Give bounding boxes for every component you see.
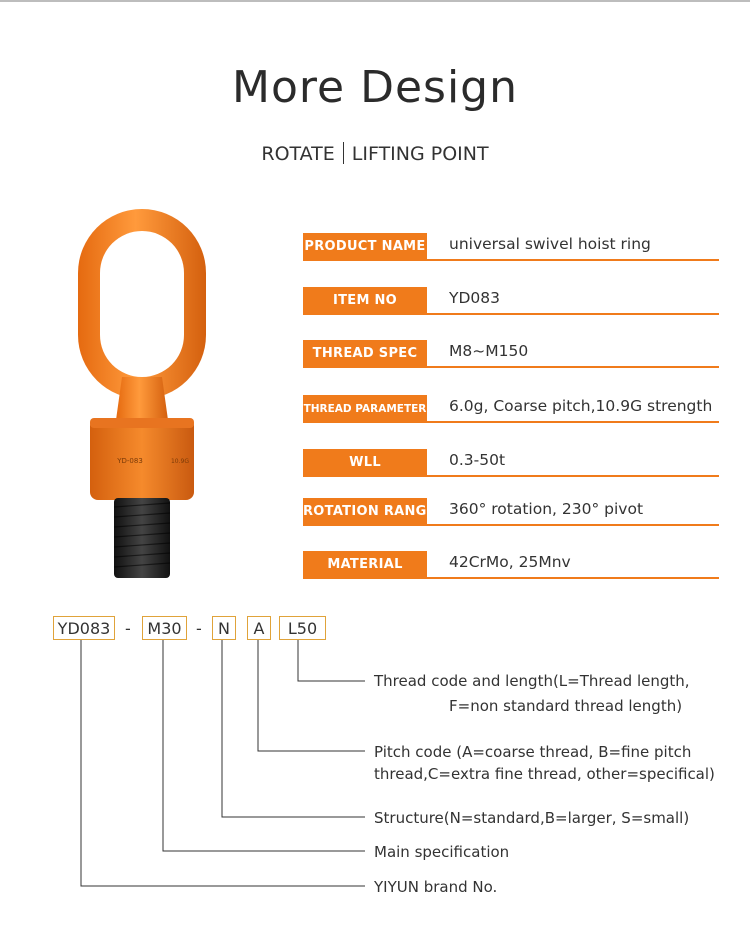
body-marking-2: 10.9G bbox=[170, 458, 190, 465]
spec-value: 0.3-50t bbox=[449, 451, 506, 469]
spec-label: THREAD SPEC bbox=[303, 340, 427, 368]
code-part-spec: M30 bbox=[142, 616, 187, 640]
code-part-structure: N bbox=[212, 616, 236, 640]
desc-brand: YIYUN brand No. bbox=[374, 878, 498, 896]
desc-pitch-code-1: Pitch code (A=coarse thread, B=fine pitch bbox=[374, 743, 692, 761]
body-marking-1: YD-083 bbox=[117, 457, 143, 465]
code-part-thread: L50 bbox=[279, 616, 326, 640]
spec-label: MATERIAL bbox=[303, 551, 427, 579]
code-part-brand: YD083 bbox=[53, 616, 115, 640]
code-separator: - bbox=[125, 619, 131, 638]
spec-value: M8~M150 bbox=[449, 342, 529, 360]
spec-label: ITEM NO bbox=[303, 287, 427, 315]
spec-value: universal swivel hoist ring bbox=[449, 235, 651, 253]
subtitle-lifting-point: LIFTING POINT bbox=[351, 143, 489, 165]
spec-label: PRODUCT NAME bbox=[303, 233, 427, 261]
subtitle-rotate: ROTATE bbox=[261, 143, 335, 165]
spec-label: ROTATION RANGE bbox=[303, 498, 427, 526]
spec-label: THREAD PARAMETER bbox=[303, 395, 427, 423]
spec-label: WLL bbox=[303, 449, 427, 477]
desc-main-spec: Main specification bbox=[374, 843, 510, 861]
desc-structure: Structure(N=standard,B=larger, S=small) bbox=[374, 809, 690, 827]
code-part-pitch: A bbox=[247, 616, 271, 640]
spec-value: 360° rotation, 230° pivot bbox=[449, 500, 644, 518]
desc-thread-code-1: Thread code and length(L=Thread length, bbox=[374, 672, 690, 690]
spec-value: YD083 bbox=[449, 289, 500, 307]
code-separator: - bbox=[196, 619, 202, 638]
desc-thread-code-2: F=non standard thread length) bbox=[449, 697, 683, 715]
desc-pitch-code-2: thread,C=extra fine thread, other=specifical) bbox=[374, 765, 715, 783]
page-title: More Design bbox=[232, 62, 518, 113]
spec-value: 42CrMo, 25Mnv bbox=[449, 553, 571, 571]
spec-value: 6.0g, Coarse pitch,10.9G strength bbox=[449, 397, 713, 415]
